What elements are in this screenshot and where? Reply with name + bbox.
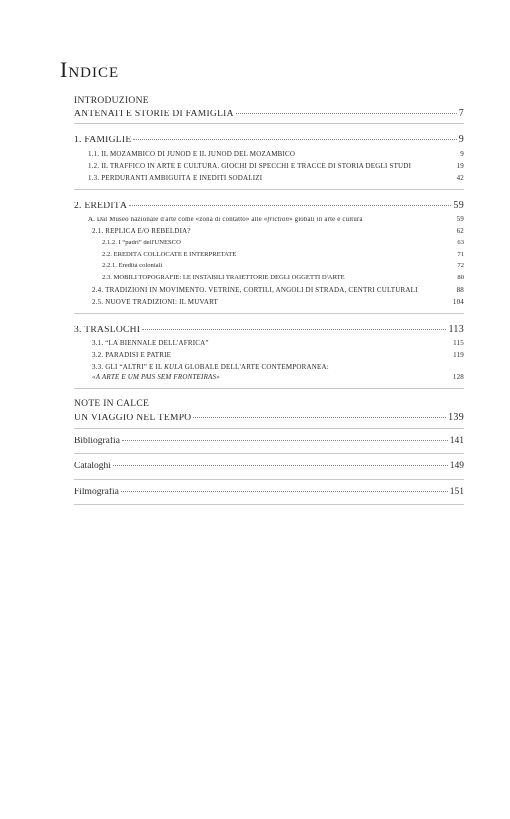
toc-entry-2-2[interactable] (74, 252, 464, 259)
leader-dots (236, 113, 457, 114)
toc-entry-3-1[interactable] (74, 340, 464, 347)
toc-entry-filmografia[interactable] (74, 488, 464, 498)
toc-section-eredita (74, 190, 464, 314)
label-italic: friction (267, 216, 290, 223)
toc-entry-cataloghi[interactable] (74, 462, 464, 472)
toc-entry-label: «A ARTE É UM PAÍS SEM FRONTEIRAS» (92, 374, 220, 382)
toc-entry-label: 2.5. NUOVE TRADIZIONI: IL MUVART (92, 298, 219, 306)
toc-section-notes (74, 389, 464, 429)
label-italic: KULA (164, 364, 183, 372)
toc-entry-label: ANTENATI E STORIE DI FAMIGLIA (74, 110, 234, 119)
toc-entry-label (102, 240, 181, 247)
toc-entry-label: 2.2. EREDITÀ COLLOCATE E INTERPRETATE (102, 251, 237, 258)
toc-entry-page: 139 (448, 412, 464, 424)
toc-entry-1-1[interactable] (74, 151, 464, 158)
toc-section-bibliografia (74, 429, 464, 455)
toc-entry-label (92, 364, 329, 371)
toc-notes-heading: NOTE IN CALCE (74, 399, 150, 410)
toc-entry-page: 7 (458, 108, 464, 119)
label-part: A. Dal Museo nazionale d'arte come «zona di contatto» alle « (88, 216, 268, 223)
toc-entry-page: 71 (457, 250, 464, 258)
toc-entry-label: Cataloghi (74, 462, 111, 472)
leader-dots (113, 465, 448, 466)
toc-entry-page: 72 (457, 262, 464, 270)
toc-entry-label: Filmografia (74, 487, 119, 497)
toc-entry-label: 2. EREDITÀ (74, 202, 128, 211)
toc-section-introduction (74, 96, 464, 124)
toc-entry-label: Bibliografia (74, 436, 120, 446)
toc-entry-page: 88 (456, 285, 464, 294)
toc-entry-label: 2.2.1. Eredità coloniali (102, 263, 163, 270)
toc-entry-page: 149 (449, 461, 464, 472)
toc-entry-page: 104 (452, 297, 464, 306)
page-title: Indice (60, 57, 120, 82)
toc-entry-notes[interactable] (74, 413, 464, 424)
toc-entry-page: 113 (448, 323, 464, 335)
label-part: 3.3. GLI “ALTRI” E IL (92, 364, 165, 372)
toc-entry-page: 19 (456, 162, 464, 170)
toc-entry-3-3[interactable] (74, 364, 464, 371)
leader-dots (121, 491, 448, 492)
toc-entry-2-a[interactable] (74, 217, 464, 224)
toc-entry-page: 128 (452, 373, 464, 382)
toc-entry-2-1-2[interactable] (74, 240, 464, 247)
toc-intro-heading: INTRODUZIONE (74, 96, 149, 106)
toc-entry-label: 1.2. IL TRAFFICO IN ARTE E CULTURA. GIOCHI DI SPECCHI E TRACCE DI STORIA DEGLI STUDI (88, 163, 412, 170)
toc-entry-page: 141 (449, 435, 464, 446)
toc-entry-label (88, 217, 363, 224)
toc-section-cataloghi (74, 454, 464, 480)
toc-entry-label: 1. FAMIGLIE (74, 135, 132, 145)
toc-entry-2-1[interactable] (74, 228, 464, 235)
leader-dots (129, 205, 451, 206)
leader-dots (142, 329, 446, 330)
label-part: UNESCO (154, 240, 181, 247)
toc-entry-label: UN VIAGGIO NEL TEMPO (74, 414, 192, 424)
toc-section-traslochi (74, 314, 464, 390)
label-part: 2.1.2. I “padri” dell' (102, 240, 155, 247)
toc-entry-2-4[interactable] (74, 287, 464, 294)
toc-entry-intro[interactable] (74, 109, 464, 120)
toc-entry-3[interactable] (74, 325, 464, 336)
toc-entry-3-2[interactable] (74, 352, 464, 359)
toc-entry-label: 3.2. PARADISI E PATRIE (92, 352, 172, 360)
toc-entry-label: 1.1. IL MOZAMBICO DI JUNOD E IL JUNOD DEL MOZAMBICO (88, 151, 296, 158)
toc-entry-page: 9 (460, 150, 464, 158)
leader-dots (193, 417, 446, 418)
label-part: » globali in arte e cultura (289, 216, 363, 223)
toc-entry-page: 59 (456, 215, 464, 223)
toc-entry-page: 151 (449, 486, 464, 497)
toc-entry-page: 62 (456, 227, 464, 236)
toc-entry-1-3[interactable] (74, 175, 464, 182)
toc-entry-1-2[interactable] (74, 163, 464, 170)
toc-entry-label: 3.1. “LA BIENNALE DELL'AFRICA” (92, 340, 209, 348)
leader-dots (133, 139, 456, 140)
toc-section-filmografia (74, 480, 464, 506)
toc-entry-label: 1.3. PERDURANTI AMBIGUITÀ E INEDITI SODALIZI (88, 175, 263, 182)
table-of-contents (74, 96, 464, 505)
toc-entry-page: 115 (453, 339, 464, 348)
toc-entry-page: 63 (457, 239, 464, 247)
toc-entry-2-2-1[interactable] (74, 263, 464, 270)
toc-entry-page: 119 (453, 351, 464, 360)
toc-entry-label: 2.4. TRADIZIONI IN MOVIMENTO. VETRINE, CORTILI, ANGOLI DI STRADA, CENTRI CULTURALI (92, 286, 418, 294)
toc-entry-page: 9 (458, 133, 464, 145)
toc-entry-2-3[interactable] (74, 275, 464, 282)
toc-entry-page: 80 (457, 274, 464, 282)
toc-entry-label: 2.1. RÉPLICA E/O REBELDIA? (92, 228, 191, 236)
toc-entry-bibliografia[interactable] (74, 437, 464, 447)
toc-entry-page: 42 (456, 174, 464, 182)
toc-entry-2-5[interactable] (74, 299, 464, 306)
toc-entry-3-3-cont[interactable] (74, 374, 464, 381)
toc-entry-2[interactable] (74, 201, 464, 212)
toc-entry-1[interactable] (74, 135, 464, 146)
toc-entry-label: 2.3. MOBILI TOPOGRAFIE: LE INSTABILI TRAIETTORIE DEGLI OGGETTI D'ARTE (102, 275, 345, 282)
leader-dots (122, 440, 448, 441)
toc-entry-label: 3. TRASLOCHI (74, 325, 141, 335)
label-part: GLOBALE DELL'ARTE CONTEMPORANEA: (182, 364, 329, 372)
toc-section-famiglie (74, 124, 464, 191)
toc-entry-page: 59 (453, 200, 464, 211)
